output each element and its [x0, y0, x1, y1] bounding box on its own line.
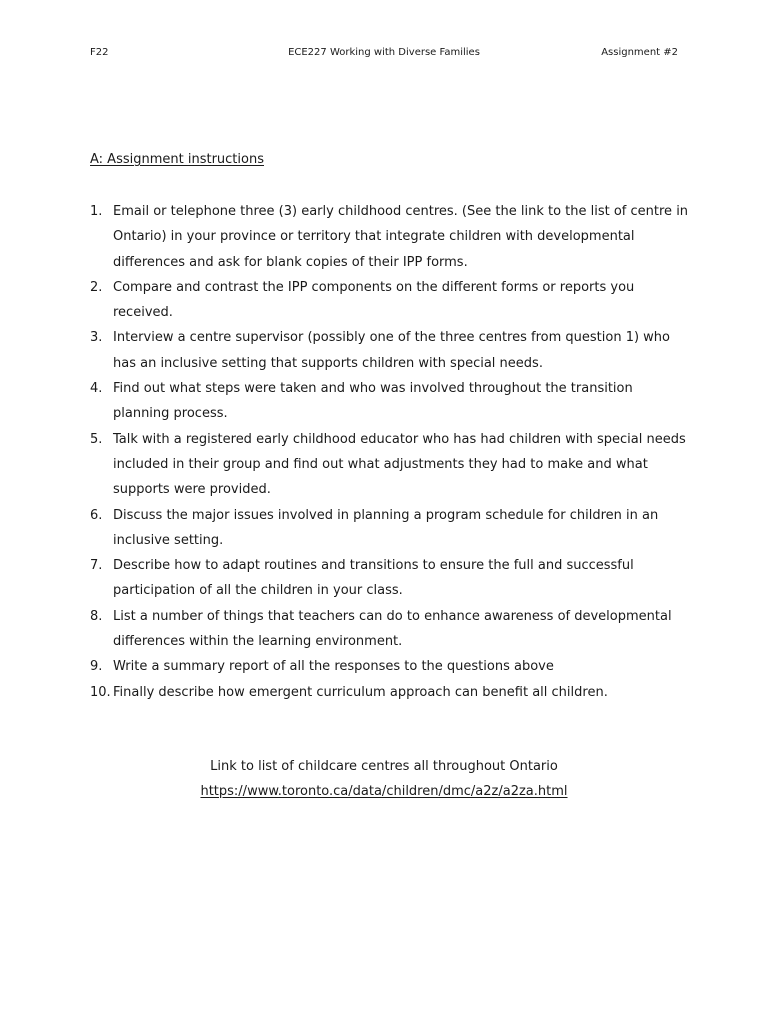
item-number: 8.	[90, 608, 103, 624]
item-number: 7.	[90, 558, 103, 574]
list-item	[90, 427, 690, 503]
course-title: ECE227 Working with Diverse Families	[288, 47, 480, 58]
item-text: Compare and contrast the IPP components on the different forms or reports you received.	[113, 279, 635, 321]
item-text: Find out what steps were taken and who was involved throughout the transition planning process.	[113, 381, 633, 422]
list-item	[90, 199, 690, 275]
list-item	[90, 604, 690, 655]
item-number: 9.	[90, 659, 103, 675]
list-item	[90, 275, 690, 326]
item-number: 10.	[90, 684, 111, 700]
list-item	[90, 376, 690, 427]
link-caption: Link to list of childcare centres all throughout Ontario	[210, 759, 558, 774]
item-number: 1.	[90, 204, 103, 219]
page-header	[90, 45, 678, 61]
link-block	[90, 754, 678, 804]
list-item	[90, 654, 690, 679]
item-text: Discuss the major issues involved in planning a program schedule for children in an inclusive setting.	[113, 507, 659, 548]
instruction-list	[90, 199, 690, 705]
list-item	[90, 325, 690, 376]
list-item	[90, 503, 690, 554]
section-title: A: Assignment instructions	[90, 152, 264, 167]
list-item	[90, 680, 690, 705]
assignment-number: Assignment #2	[601, 47, 678, 58]
item-number: 4.	[90, 381, 103, 397]
item-number: 3.	[90, 330, 103, 346]
item-number: 2.	[90, 279, 103, 295]
item-text: Talk with a registered early childhood educator who has had children with special needs included in their group and find out what adjustments they had to make and what supports were provided.	[113, 431, 686, 498]
item-text: Email or telephone three (3) early childhood centres. (See the link to the list of centre in Ontario) in your province or territory that integrate children with developmental differences and ask for blank copies of their IPP forms.	[113, 204, 689, 270]
item-text: Describe how to adapt routines and transitions to ensure the full and successful participation of all the children in your class.	[113, 558, 634, 599]
item-text: Interview a centre supervisor (possibly one of the three centres from question 1) who has an inclusive setting that supports children with special needs.	[113, 330, 670, 371]
item-text: Finally describe how emergent curriculum approach can benefit all children.	[113, 684, 608, 700]
item-number: 6.	[90, 507, 103, 523]
item-text: List a number of things that teachers can do to enhance awareness of developmental differences within the learning environment.	[113, 608, 672, 650]
childcare-centres-link[interactable]: https://www.toronto.ca/data/children/dmc/a2z/a2za.html	[200, 784, 568, 799]
list-item	[90, 553, 690, 604]
item-number: 5.	[90, 431, 103, 447]
course-term: F22	[90, 47, 109, 58]
item-text: Write a summary report of all the responses to the questions above	[113, 659, 554, 675]
